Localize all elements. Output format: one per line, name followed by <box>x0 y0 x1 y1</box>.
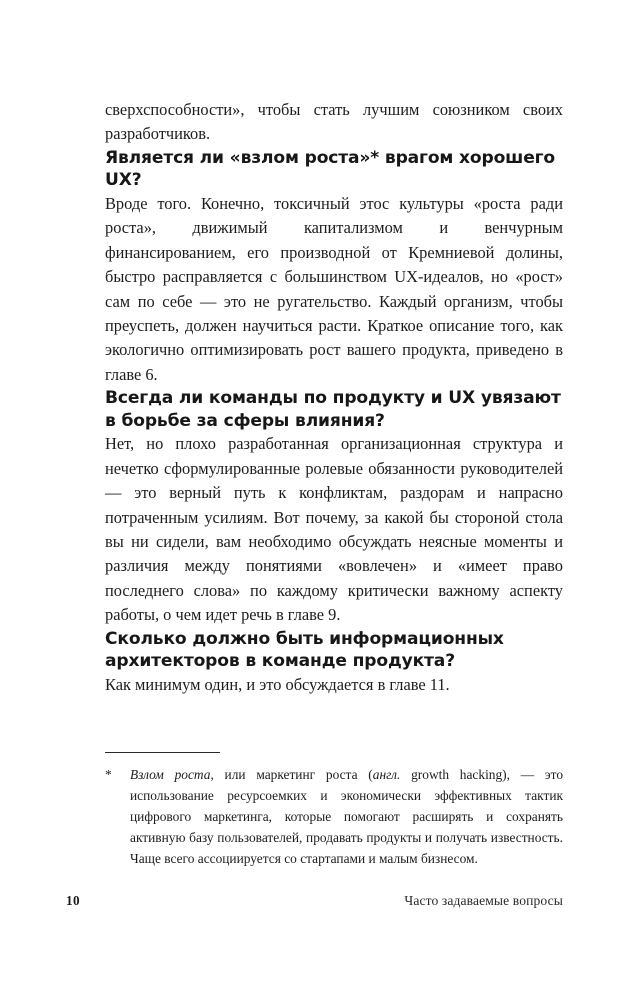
footnote-marker: * <box>105 767 112 782</box>
footnote-rest: growth hacking), — это использование ресурсоемких и экономически эффективных тактик цифрового маркетинга, которые помогают расширять и сохранять активную базу пользователей, продавать продукты и получать известность. Чаще всего ассоциируется со стартапами и малым бизнесом. <box>130 767 564 866</box>
text-column <box>105 98 563 697</box>
answer-paragraph-3: Как минимум один, и это обсуждается в главе 11. <box>105 674 450 694</box>
running-head: Часто задаваемые вопросы <box>404 893 563 908</box>
question-heading-1: Является ли «взлом роста»* врагом хорошего UX? <box>105 147 556 191</box>
answer-paragraph-2: Нет, но плохо разработанная организационная структура и нечетко сформулированные ролевые обязанности руководителей — это верный путь к конфликтам, раздорам и напрасно потраченным усилиям. Вот почему, за какой бы стороной стола вы ни сидели, вам необходимо обсуждать неясные моменты и различия между понятиями «вовлечен» и «имеет право последнего слова» по каждому критически важному аспекту работы, о чем идет речь в главе 9. <box>105 434 563 625</box>
footnote-italic-abbrev: англ. <box>372 767 401 782</box>
footnote-separator-rule <box>105 752 220 753</box>
page-number: 10 <box>66 893 80 908</box>
page-footer <box>66 893 563 909</box>
question-heading-3: Сколько должно быть информационных архитекторов в команде продукта? <box>105 628 504 672</box>
footnote-middle-1: , или маркетинг роста ( <box>210 767 373 782</box>
footnote-text <box>130 764 563 869</box>
answer-paragraph-1: Вроде того. Конечно, токсичный этос культуры «роста ради роста», движимый капитализмом и венчурным финансированием, его производной от Кремниевой долины, быстро расправляется с большинством UX-идеалов, но «рост» сам по себе — это не ругательство. Каждый организм, чтобы преуспеть, должен научиться расти. Краткое описание того, как экологично оптимизировать рост вашего продукта, приведено в главе 6. <box>105 194 563 384</box>
footnote-italic-lead: Взлом роста <box>130 767 211 782</box>
footnote-row <box>105 764 563 869</box>
question-heading-2: Всегда ли команды по продукту и UX увязают в борьбе за сферы влияния? <box>105 388 561 431</box>
intro-paragraph: сверхспособности», чтобы стать лучшим союзником своих разработчиков. <box>105 100 563 144</box>
footnote-block <box>105 752 563 869</box>
